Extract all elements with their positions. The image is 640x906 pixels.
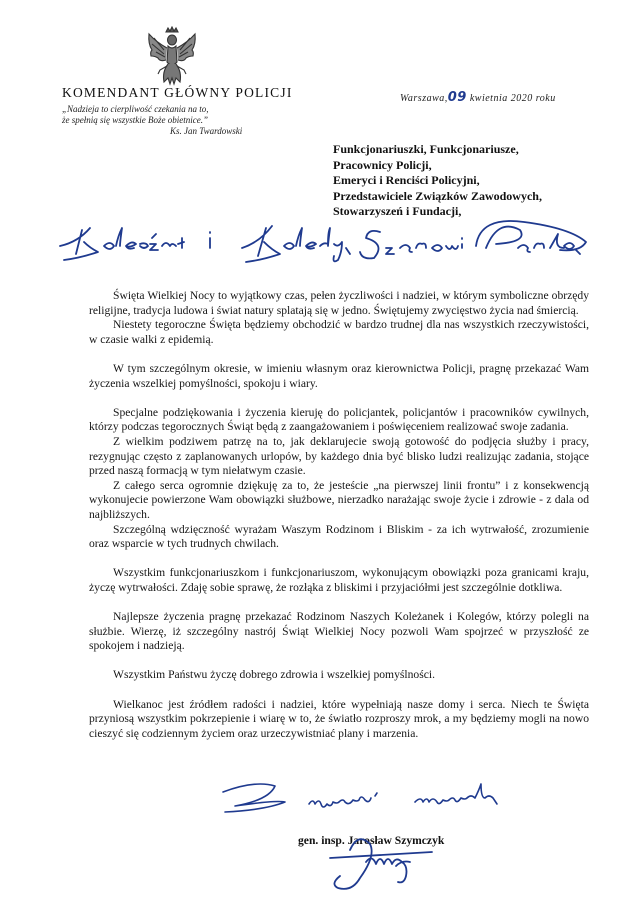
paragraph: Z wielkim podziwem patrzę na to, jak deklarujecie swoją gotowość do podjęcia służby i pracy, rezygnując często z zaplanowanych urlopów, by każdego dnia być blisko ludzi realizując zadania, stojące przed naszą formacją w tym niełatwym czasie. bbox=[89, 434, 589, 478]
letter-body bbox=[89, 289, 589, 741]
motto-line: „Nadzieja to cierpliwość czekania na to, bbox=[62, 104, 209, 114]
institution-title: KOMENDANT GŁÓWNY POLICJI bbox=[62, 85, 293, 100]
paragraph: Najlepsze życzenia pragnę przekazać Rodzinom Naszych Koleżanek i Kolegów, którzy polegli na służbie. Wierzę, iż szczególny nastrój Świąt Wielkiej Nocy pozwoli Wam spojrzeć w przyszłość ze spokojem i nadzieją. bbox=[89, 610, 589, 653]
paragraph: Wielkanoc jest źródłem radości i nadziei, które wypełniają nasze domy i serca. Niech te Święta przyniosą wszystkim pokrzepienie i wiarę w to, że światło rozproszy mrok, a my będziemy mogli na nowo cieszyć się codziennym życiem oraz urzeczywistniać plany i marzenia. bbox=[89, 697, 589, 740]
recipient-line: Funkcjonariuszki, Funkcjonariusze, bbox=[333, 142, 519, 156]
place-date bbox=[400, 90, 556, 105]
signer-name: gen. insp. Jarosław Szymczyk bbox=[298, 834, 445, 847]
place: Warszawa, bbox=[400, 93, 448, 104]
handwritten-closing bbox=[215, 776, 535, 822]
polish-eagle-emblem-icon bbox=[146, 26, 198, 88]
paragraph: W tym szczególnym okresie, w imieniu własnym oraz kierownictwa Policji, pragnę przekazać Wam życzenia wszelkiej pomyślności, spokoju i wiary. bbox=[89, 361, 589, 390]
recipient-line: Pracownicy Policji, bbox=[333, 157, 432, 172]
month-year: kwietnia 2020 roku bbox=[469, 93, 556, 104]
motto-quote bbox=[62, 104, 242, 137]
recipient-line: Emeryci i Renciści Policyjni, bbox=[333, 173, 480, 188]
motto-author: Ks. Jan Twardowski bbox=[170, 126, 243, 136]
handwritten-day: 09 bbox=[447, 90, 467, 105]
motto-line: że spełnią się wszystkie Boże obietnice.” bbox=[62, 115, 208, 125]
paragraph: Wszystkim funkcjonariuszkom i funkcjonariuszom, wykonującym obowiązki poza granicami kraju, życzę wytrwałości. Zdaję sobie sprawę, że rozłąka z bliskimi i przyjaciółmi jest szczególnie dotkliwa. bbox=[89, 566, 589, 594]
recipient-line: Przedstawiciele Związków Zawodowych, bbox=[333, 188, 542, 203]
paragraph: Szczególną wdzięczność wyrażam Waszym Rodzinom i Bliskim - za ich wytrwałość, zrozumienie oraz wsparcie w tych trudnych chwilach. bbox=[89, 522, 589, 551]
paragraph: Wszystkim Państwu życzę dobrego zdrowia i wszelkiej pomyślności. bbox=[113, 668, 435, 682]
paragraph: Święta Wielkiej Nocy to wyjątkowy czas, pełen życzliwości i nadziei, w którym symboliczne obrzędy religijne, tradycja ludowa i świat natury splatają się w jedno. Świętujemy zwycięstwo życia nad śmiercią. bbox=[89, 289, 589, 317]
paragraph: Z całego serca ogromnie dziękuję za to, że jesteście „na pierwszej linii frontu” i z konsekwencją wykonujecie powierzone Wam obowiązki służbowe, nierzadko narażając swoje życie i zdrowie - z dala od najbliższych. bbox=[89, 478, 589, 521]
recipient-line: Stowarzyszeń i Fundacji, bbox=[333, 204, 462, 219]
paragraph: Specjalne podziękowania i życzenia kieruję do policjantek, policjantów i pracowników cywilnych, którzy podczas tegorocznych Świąt będą z zaangażowaniem i poświęceniem realizować swoje zadania. bbox=[89, 405, 589, 434]
paragraph: Niestety tegoroczne Święta będziemy obchodzić w bardzo trudnej dla nas wszystkich rzeczywistości, w czasie walki z epidemią. bbox=[89, 318, 589, 346]
handwritten-salutation bbox=[50, 208, 590, 274]
signature bbox=[300, 822, 480, 900]
